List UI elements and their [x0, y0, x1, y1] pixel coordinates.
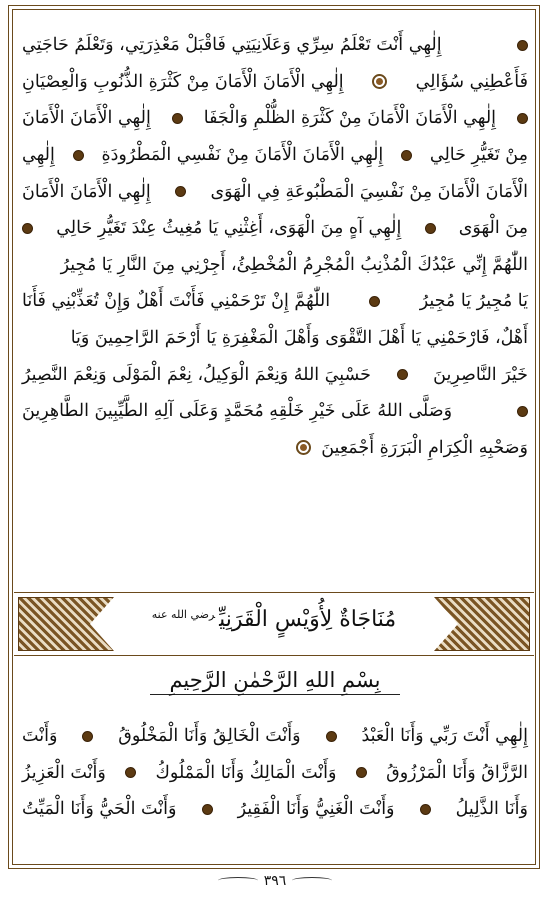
ornament-right	[434, 597, 530, 651]
text-segment: إِلٰهِي أَنْتَ تَعْلَمُ سِرِّي وَعَلَانِيَتِي فَاقْبَلْ مَعْذِرَتِي، وَتَعْلَمُ حَاجَتِي	[22, 35, 442, 56]
rosette-separator	[425, 223, 436, 234]
text-line-3	[22, 100, 528, 137]
text-segment: وَأَنْتَ الْعَزِيزُ	[22, 762, 106, 783]
text-line-6	[22, 210, 528, 247]
text-segment: يَا مُجِيرُ يَا مُجِيرُ	[419, 291, 528, 312]
rosette-separator	[397, 369, 408, 380]
lower-text-block	[22, 718, 528, 828]
text-segment: مِنَ الْهَوَى	[458, 218, 528, 239]
text-segment: حَسْبِيَ اللهُ وَنِعْمَ الْوَكِيلُ، نِعْمَ الْمَوْلَى وَنِعْمَ النَّصِيرُ	[22, 364, 371, 385]
text-line-4	[22, 137, 528, 174]
rosette-separator	[73, 150, 84, 161]
rosette-separator	[401, 150, 412, 161]
text-line-1	[22, 27, 528, 64]
text-segment: وَأَنْتَ الْمَالِكُ وَأَنَا الْمَمْلُوكُ	[155, 762, 337, 783]
rosette-separator	[82, 731, 93, 742]
text-segment: اللّٰهُمَّ إِنْ تَرْحَمْنِي فَأَنْتَ أَهْلٌ وَإِنْ تُعَذِّبْنِي فَأَنَا	[22, 291, 331, 312]
text-segment: وَأَنْتَ الْحَيُّ وَأَنَا الْمَيِّتُ	[22, 799, 177, 820]
text-segment: مِنْ تَغَيُّرِ حَالِي	[429, 145, 528, 166]
text-segment: وَأَنْتَ	[22, 726, 58, 747]
upper-text-block	[22, 27, 528, 466]
text-segment: إِلٰهِي الْأَمَانَ الْأَمَانَ	[22, 108, 151, 129]
flourish-left	[292, 877, 332, 884]
text-line-12	[22, 430, 528, 467]
text-segment: إِلٰهِي الْأَمَانَ الْأَمَانَ مِنْ كَثْرَةِ الظُّلْمِ وَالْجَفَا	[203, 108, 497, 129]
text-segment: الْأَمَانَ الْأَمَانَ مِنْ نَفْسِيَ الْمَطْبُوعَةِ فِي الْهَوَى	[210, 181, 528, 202]
text-segment: وَصَلَّى اللهُ عَلَى خَيْرِ خَلْقِهِ مُحَمَّدٍ وَعَلَى آلِهِ الطَّيِّبِينَ الطَّاهِرِينَ	[22, 401, 453, 422]
text-segment: خَيْرَ النَّاصِرِينَ	[433, 364, 528, 385]
text-segment: الرَّزَّاقُ وَأَنَا الْمَرْزُوقُ	[386, 762, 528, 783]
text-line-b2	[22, 755, 528, 792]
flourish-right	[218, 877, 258, 884]
section-title-banner	[14, 592, 534, 656]
rosette-separator	[372, 74, 387, 89]
rosette-separator	[326, 731, 337, 742]
text-segment: وَأَنْتَ الْخَالِقُ وَأَنَا الْمَخْلُوقُ	[118, 726, 301, 747]
rosette-separator	[125, 767, 136, 778]
text-line-b1	[22, 718, 528, 755]
text-line-5	[22, 173, 528, 210]
page-number: ٣٩٦	[263, 872, 287, 889]
text-segment: إِلٰهِي	[22, 145, 55, 166]
text-segment: وَأَنْتَ الْغَنِيُّ وَأَنَا الْفَقِيرُ	[237, 799, 395, 820]
honorific: رضي الله عنه	[151, 607, 216, 621]
text-segment: اللّٰهُمَّ إِنِّي عَبْدُكَ الْمُذْنِبُ الْمُجْرِمُ الْمُخْطِئُ، أَجِرْنِي مِنَ النَّارِ يَا مُجِيرُ	[60, 254, 528, 275]
text-line-9	[22, 320, 528, 357]
rosette-separator	[517, 406, 528, 417]
text-segment: أَهْلٌ، فَارْحَمْنِي يَا أَهْلَ التَّقْوَى وَأَهْلَ الْمَغْفِرَةِ يَا أَرْحَمَ الرَّاحِمِينَ وَيَا	[70, 328, 528, 349]
text-line-7	[22, 247, 528, 284]
rosette-separator	[420, 804, 431, 815]
page-number-footer	[0, 872, 550, 889]
rosette-separator	[517, 113, 528, 124]
basmala: بِسْمِ اللهِ الرَّحْمٰنِ الرَّحِيمِ	[150, 668, 400, 695]
rosette-separator	[22, 223, 33, 234]
rosette-separator	[172, 113, 183, 124]
rosette-separator	[202, 804, 213, 815]
rosette-separator	[517, 40, 528, 51]
text-line-2	[22, 64, 528, 101]
text-segment: إِلٰهِي أَنْتَ رَبِّي وَأَنَا الْعَبْدُ	[361, 726, 528, 747]
rosette-separator	[175, 186, 186, 197]
ornament-left	[18, 597, 114, 651]
section-title-text: مُنَاجَاةٌ لِأُوَيْسٍ الْقَرَنِيِّ	[219, 607, 397, 632]
section-title	[114, 607, 434, 632]
text-line-8	[22, 283, 528, 320]
text-segment: إِلٰهِي الْأَمَانَ الْأَمَانَ مِنْ كَثْرَةِ الذُّنُوبِ وَالْعِصْيَانِ	[22, 71, 344, 92]
rosette-separator	[369, 296, 380, 307]
text-segment: إِلٰهِي آهٍ مِنَ الْهَوَى، أَغِثْنِي يَا مُغِيثُ عِنْدَ تَغَيُّرِ حَالِي	[56, 218, 402, 239]
text-line-11	[22, 393, 528, 430]
text-segment: وَأَنَا الذَّلِيلُ	[455, 799, 528, 820]
end-rosette	[296, 440, 311, 455]
text-line-10	[22, 356, 528, 393]
text-segment: إِلٰهِي الْأَمَانَ الْأَمَانَ مِنْ نَفْسِي الْمَطْرُودَةِ	[101, 145, 384, 166]
text-segment: وَصَحْبِهِ الْكِرَامِ الْبَرَرَةِ أَجْمَعِينَ	[321, 437, 528, 458]
rosette-separator	[356, 767, 367, 778]
text-segment: فَأَعْطِنِي سُؤَالِي	[415, 71, 528, 92]
text-line-b3	[22, 791, 528, 828]
text-segment: إِلٰهِي الْأَمَانَ الْأَمَانَ	[22, 181, 151, 202]
